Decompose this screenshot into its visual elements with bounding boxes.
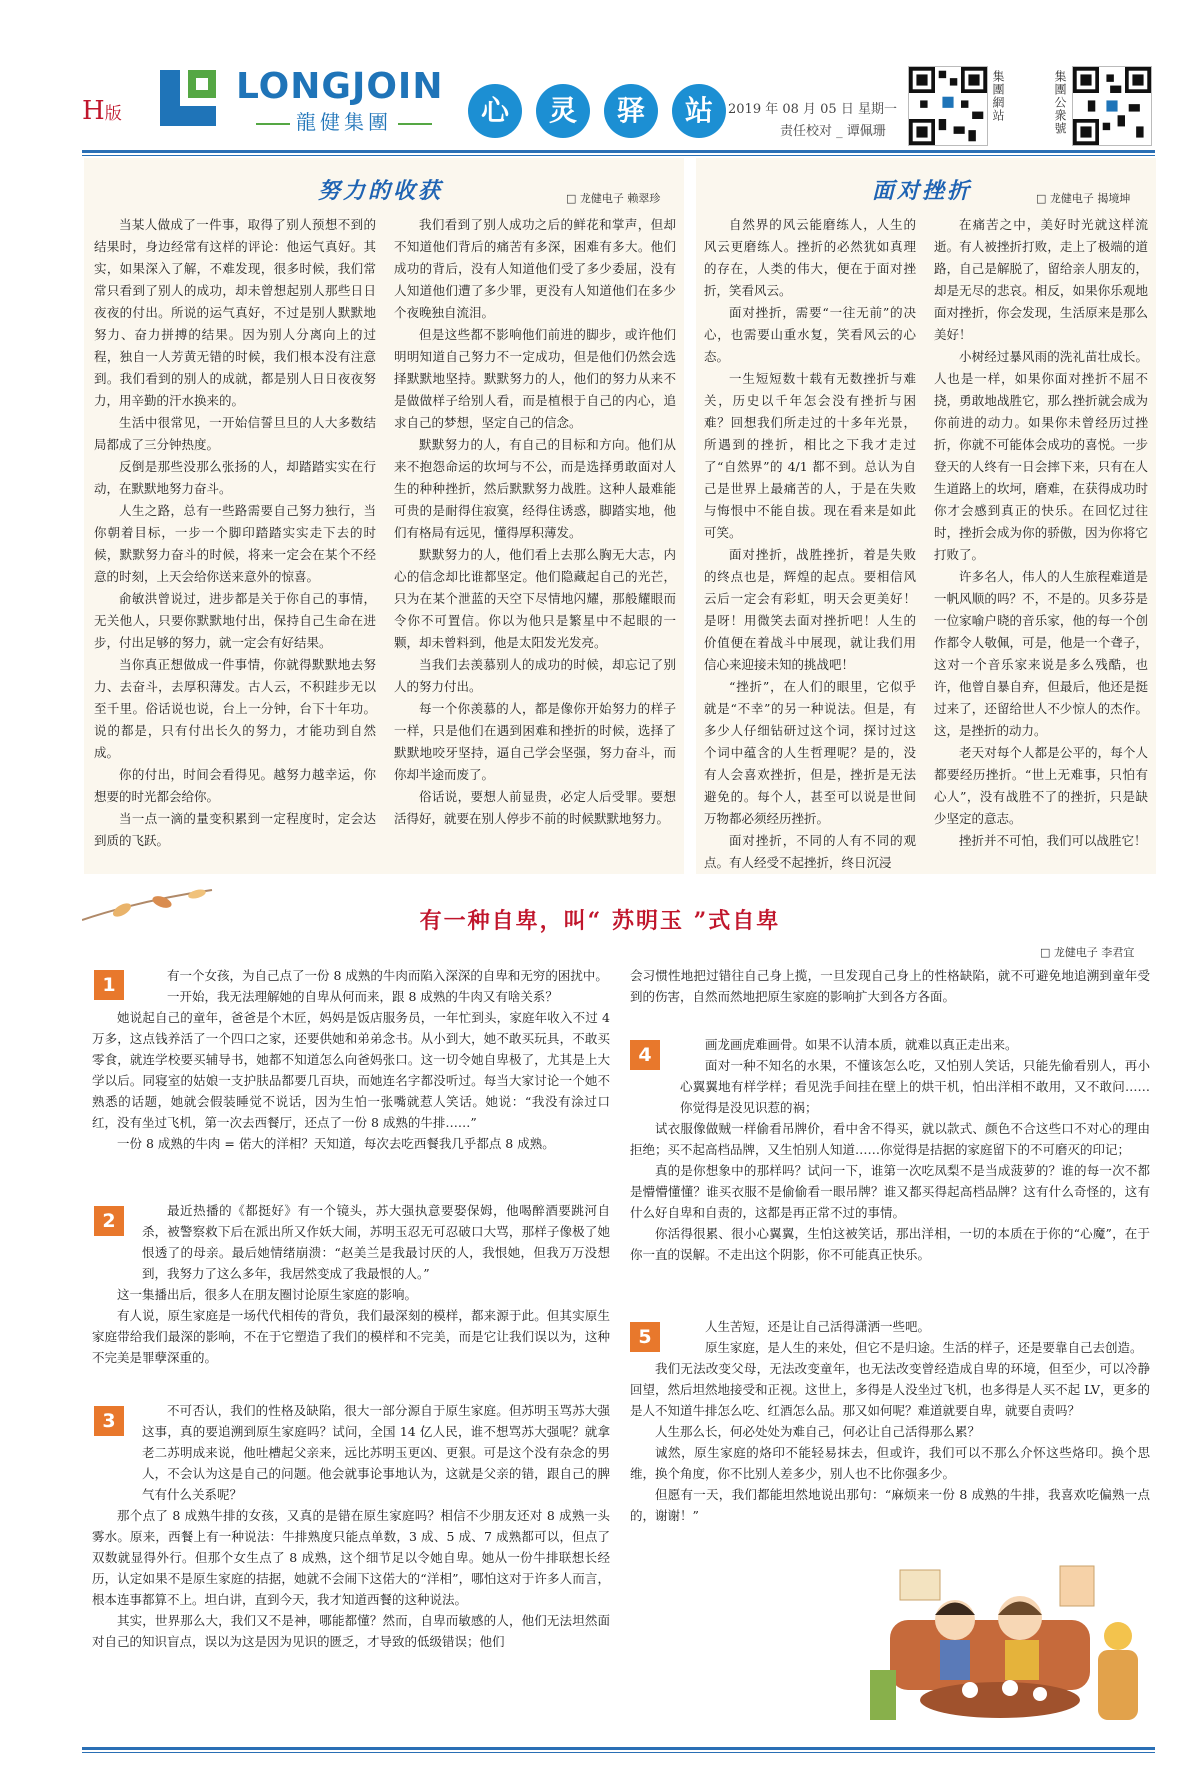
edition-letter: H xyxy=(82,96,105,126)
paragraph: 人生之路，总有一些路需要自己努力独行，当你朝着目标，一步一个脚印踏踏实实走下去的时候，默默努力奋斗的时候，将来一定会在某个不经意的时刻，上天会给你送来意外的惊喜。 xyxy=(94,503,376,584)
header-rule xyxy=(82,150,1155,153)
paragraph: 一份 8 成熟的牛肉 = 偌大的洋相？天知道，每次去吃西餐我几乎都点 8 成熟。 xyxy=(117,1136,555,1151)
section-3-continued xyxy=(630,965,1150,1007)
column-name-char-3: 驿 xyxy=(604,84,658,138)
qr-code-wechat[interactable] xyxy=(1072,66,1152,146)
paragraph: 每一个你羡慕的人，都是像你开始努力的样子一样，只是他们在遇到困难和挫折的时候，选择了默默地咬牙坚持，逼自己学会坚强，努力奋斗，而你却半途而废了。 xyxy=(394,701,676,782)
paragraph: 原生家庭，是人生的来处，但它不是归途。生活的样子，还是要靠自己去创造。 xyxy=(705,1340,1143,1355)
paragraph: 画龙画虎难画骨。如果不认清本质，就难以真正走出来。 xyxy=(705,1037,1018,1052)
article-inferiority-title: 有一种自卑，叫“ 苏明玉 ”式自卑 xyxy=(419,908,781,934)
paragraph: 许多名人，伟人的人生旅程难道是一帆风顺的吗？不，不是的。贝多芬是一位家喻户晓的音乐家，他的每一个创作都令人敬佩，可是，他是一个聋子，这对一个音乐家来说是多么残酷，也许，他曾自暴自弃，但最后，他还是挺过来了，还留给世人不少惊人的杰作。这，是挫折的动力。 xyxy=(934,569,1148,738)
paragraph: 当某人做成了一件事，取得了别人预想不到的结果时，身边经常有这样的评论：他运气真好。其实，如果深入了解，不难发现，很多时候，我们常常只看到了别人的成功，却未曾想起别人那些日日夜夜的付出。所说的运气真好，不过是别人默默地努力、奋力拼搏的结果。因为别人分离向上的过程，独自一人芳黄无错的时候，我们根本没有注意到。我们看到的别人的成就，都是别人日日夜夜努力，用辛勤的汗水换来的。 xyxy=(94,217,376,408)
column-name-char-2: 灵 xyxy=(536,84,590,138)
paragraph: 挫折并不可怕，我们可以战胜它！ xyxy=(959,833,1147,848)
section-number-1: 1 xyxy=(94,970,124,1000)
edition-suffix: 版 xyxy=(104,104,122,124)
footer-rule-thin xyxy=(82,1752,1155,1753)
paragraph: 人生苦短，还是让自己活得潇洒一些吧。 xyxy=(705,1319,931,1334)
qr-label-website: 集團網站 xyxy=(991,70,1005,122)
paragraph: 俗话说，要想人前显贵，必定人后受罪。要想活得好，就要在别人停步不前的时候默默地努力。 xyxy=(394,789,676,826)
paragraph: 最近热播的《都挺好》有一个镜头，苏大强执意要娶保姆，他喝醉酒要跳河自杀，被警察救下后在派出所又作妖大闹，苏明玉忍无可忍破口大骂，那样子像极了她恨透了的母亲。最后她情绪崩溃：“赵美兰是我最讨厌的人，我恨她，但我万万没想到，我努力了这么多年，我居然变成了我最恨的人。” xyxy=(142,1203,610,1281)
article-setback-byline: □ 龙健电子 揭境坤 xyxy=(1036,192,1131,205)
section-number-2: 2 xyxy=(94,1206,124,1236)
paragraph: 但是这些都不影响他们前进的脚步，或许他们明明知道自己努力不一定成功，但是他们仍然会选择默默地坚持。默默努力的人，他们的努力从来不是做做样子给别人看，而是植根于自己的内心，追求自己的梦想，坚定自己的信念。 xyxy=(394,327,676,430)
section-2-text xyxy=(92,1200,610,1368)
paragraph: 面对挫折，需要“一往无前”的决心，也需要山重水复，笑看风云的心态。 xyxy=(704,305,916,364)
paragraph: 有人说，原生家庭是一场代代相传的背负，我们最深刻的模样，都来源于此。但其实原生家庭带给我们最深的影响，不在于它塑造了我们的模样和不完美，而是它让我们误以为，这种不完美是罪孽深重的。 xyxy=(92,1308,610,1365)
paragraph: 有一个女孩，为自己点了一份 8 成熟的牛肉而陷入深深的自卑和无穷的困扰中。 xyxy=(167,968,608,983)
paragraph: 会习惯性地把过错往自己身上揽，一旦发现自己身上的性格缺陷，就不可避免地追溯到童年受到的伤害，自然而然地把原生家庭的影响扩大到各方各面。 xyxy=(630,968,1150,1004)
paragraph: 当你真正想做成一件事情，你就得默默地去努力、去奋斗，去厚积薄发。古人云，不积跬步无以至千里。俗话说也说，台上一分钟，台下十年功。说的都是，只有付出长久的努力，才能功到自然成。 xyxy=(94,657,376,760)
paragraph: 她说起自己的童年，爸爸是个木匠，妈妈是饭店服务员，一年忙到头，家庭年收入不过 4 万多，这点钱养活了一个四口之家，还要供她和弟弟念书。从小到大，她不敢买玩具，不敢买零食，就连学校要买辅导书，她都不知道怎么向爸妈张口。这一切令她自卑极了，尤其是上大学以后。同寝室的姑娘一支护肤品都要几百块，而她连名字都没听过。每当大家讨论一个她不熟悉的话题，她就会假装睡觉不说话，因为生怕一张嘴就惹人笑话。她说：“我没有涂过口红，没有坐过飞机，第一次去西餐厅，还点了一份 8 成熟的牛排……” xyxy=(92,1010,610,1130)
article-setback-title: 面对挫折 xyxy=(872,178,973,204)
paragraph: 那个点了 8 成熟牛排的女孩，又真的是错在原生家庭吗？相信不少朋友还对 8 成熟一头雾水。原来，西餐上有一种说法：牛排熟度只能点单数，3 成、5 成、7 成熟都可以，但点了双数就显得外行。但那个女生点了 8 成熟，这个细节足以令她自卑。她从一份牛排联想长经历，认定如果不是原生家庭的拮据，她就不会闹下这偌大的“洋相”，哪怕这对于许多人而言，根本连事都算不上。坦白讲，直到今天，我才知道西餐的这种说法。 xyxy=(92,1508,610,1607)
paragraph: 不可否认，我们的性格及缺陷，很大一部分源自于原生家庭。但苏明玉骂苏大强这事，真的要追溯到原生家庭吗？试问，全国 14 亿人民，谁不想骂苏大强呢？就拿老二苏明成来说，他吐槽起父亲来，远比苏明玉更凶、更狠。可是这个没有杂念的男人，不会认为这是自己的问题。他会就事论事地认为，这就是父亲的错，跟自己的脾气有什么关系呢？ xyxy=(142,1403,610,1502)
longjoin-logo-mark xyxy=(158,68,218,128)
paragraph: 但愿有一天，我们都能坦然地说出那句：“麻烦来一份 8 成熟的牛排，我喜欢吃偏熟一点的，谢谢！” xyxy=(630,1487,1150,1523)
paragraph: 反倒是那些没那么张扬的人，却踏踏实实在行动，在默默地努力奋斗。 xyxy=(94,459,376,496)
paragraph: 试衣服像做贼一样偷看吊牌价，看中舍不得买，就以款式、颜色不合这些口不对心的理由拒绝；买不起高档品牌，又生怕别人知道……你觉得是拮据的家庭留下的不可磨灭的印记； xyxy=(630,1121,1150,1157)
paragraph: 在痛苦之中，美好时光就这样流逝。有人被挫折打败，走上了极端的道路，自己是解脱了，留给亲人朋友的，却是无尽的悲哀。相反，如果你乐观地面对挫折，你会发现，生活原来是那么美好！ xyxy=(934,217,1148,342)
article-effort-col1 xyxy=(94,214,376,852)
article-effort-col2 xyxy=(394,214,676,830)
section-number-4: 4 xyxy=(630,1040,660,1070)
paragraph: 我们无法改变父母，无法改变童年，也无法改变曾经造成自卑的环境，但至少，可以冷静回望，然后坦然地接受和正视。这世上，多得是人没坐过飞机，也多得是人买不起 LV，更多的是人不知道牛排怎么吃、红酒怎么品。那又如何呢？难道就要自卑，就要自责吗？ xyxy=(630,1361,1150,1418)
column-name-char-1: 心 xyxy=(468,84,522,138)
section-4-text xyxy=(630,1034,1150,1265)
paragraph: 小树经过暴风雨的洗礼苗壮成长。人也是一样，如果你面对挫折不屈不挠，勇敢地战胜它，那么挫折就会成为你前进的动力。如果你未曾经历过挫折，你就不可能体会成功的喜悦。一步登天的人终有一日会摔下来，只有在人生道路上的坎坷，磨难，在获得成功时你才会感到真正的快乐。在回忆过往时，挫折会成为你的骄傲，因为你将它打败了。 xyxy=(934,349,1148,562)
family-dinner-illustration xyxy=(860,1560,1150,1740)
paragraph: “挫折”，在人们的眼里，它似乎就是“不幸”的另一种说法。但是，有多少人仔细钻研过这个词，探讨过这个词中蕴含的人生哲理呢？是的，没有人会喜欢挫折，但是，挫折是无法避免的。每个人，甚至可以说是世间万物都必须经历挫折。 xyxy=(704,679,916,826)
column-name-char-4: 站 xyxy=(672,84,726,138)
paragraph: 真的是你想象中的那样吗？试问一下，谁第一次吃凤梨不是当成菠萝的？谁的每一次不都是懵懵懂懂？谁买衣服不是偷偷看一眼吊牌？谁又都买得起高档品牌？这有什么奇怪的，这有什么好自卑和自责的，这都是再正常不过的事情。 xyxy=(630,1163,1150,1220)
article-inferiority-byline: □ 龙健电子 李君宜 xyxy=(1040,946,1135,959)
article-setback-col1 xyxy=(704,214,916,874)
paragraph: 诚然，原生家庭的烙印不能轻易抹去，但或许，我们可以不那么介怀这些烙印。换个思维，换个角度，你不比别人差多少，别人也不比你强多少。 xyxy=(630,1445,1150,1481)
paragraph: 其实，世界那么大，我们又不是神，哪能都懂？然而，自卑而敏感的人，他们无法坦然面对自己的知识盲点，误以为这是因为见识的匮乏，才导致的低级错误；他们 xyxy=(92,1613,610,1649)
edition-label xyxy=(82,96,122,126)
paragraph: 人生那么长，何必处处为难自己，何必让自己活得那么累？ xyxy=(655,1424,981,1439)
paragraph: 面对一种不知名的水果，不懂该怎么吃，又怕别人笑话，只能先偷看别人，再小心翼翼地有样学样；看见洗手间挂在壁上的烘干机，怕出洋相不敢用，又不敢问……你觉得是没见识惹的祸； xyxy=(680,1058,1150,1115)
paragraph: 默默努力的人，他们看上去那么胸无大志，内心的信念却比谁都坚定。他们隐藏起自己的光芒，只为在某个泄蓝的天空下尽情地闪耀，那般耀眼而令你不可置信。你以为他只是繁星中不起眼的一颗，却未曾料到，他是太阳发光发亮。 xyxy=(394,547,676,650)
section-number-3: 3 xyxy=(94,1406,124,1436)
paragraph: 俞敏洪曾说过，进步都是关于你自己的事情，无关他人，只要你默默地付出，保持自己生命在进步，付出足够的努力，就一定会有好结果。 xyxy=(94,591,376,650)
footer-rule xyxy=(82,1747,1155,1750)
paragraph: 自然界的风云能磨练人，人生的风云更磨练人。挫折的必然犹如真理的存在，人类的伟大，便在于面对挫折，笑看风云。 xyxy=(704,217,916,298)
paragraph: 面对挫折，战胜挫折，着是失败的终点也是，辉煌的起点。要相信风云后一定会有彩虹，明天会更美好！是呀！用微笑去面对挫折吧！人生的价值便在着战斗中展现，就让我们用信心来迎接未知的挑战吧！ xyxy=(704,547,916,672)
paragraph: 这一集播出后，很多人在朋友圈讨论原生家庭的影响。 xyxy=(117,1287,418,1302)
qr-code-website[interactable] xyxy=(908,66,988,146)
article-effort-title: 努力的收获 xyxy=(318,178,444,204)
paragraph: 当我们去羡慕别人的成功的时候，却忘记了别人的努力付出。 xyxy=(394,657,676,694)
paragraph: 默默努力的人，有自己的目标和方向。他们从来不抱怨命运的坎坷与不公，而是选择勇敢面对人生的种种挫折，然后默默努力战胜。这种人最难能可贵的是耐得住寂寞，经得住诱惑，脚踏实地，他们有格局有远见，懂得厚积薄发。 xyxy=(394,437,676,540)
paragraph: 我们看到了别人成功之后的鲜花和掌声，但却不知道他们背后的痛苦有多深，困难有多大。他们成功的背后，没有人知道他们受了多少委屈，没有人知道他们遭了多少罪，更没有人知道他们在多少个夜晚独自流泪。 xyxy=(394,217,676,320)
section-3-text xyxy=(92,1400,610,1652)
header-rule-thin xyxy=(82,155,1155,156)
paragraph: 当一点一滴的量变积累到一定程度时，定会达到质的飞跃。 xyxy=(94,811,376,848)
paragraph: 面对挫折，不同的人有不同的观点。有人经受不起挫折，终日沉浸 xyxy=(704,833,916,870)
paragraph: 老天对每个人都是公平的，每个人都要经历挫折。“世上无难事，只怕有心人”，没有战胜不了的挫折，只是缺少坚定的意志。 xyxy=(934,745,1148,826)
section-5-text xyxy=(630,1316,1150,1526)
logo-wordmark: LONGJOIN xyxy=(236,66,444,107)
article-effort-byline: □ 龙健电子 赖翠珍 xyxy=(566,192,661,205)
section-1-text xyxy=(92,965,610,1154)
section-number-5: 5 xyxy=(630,1322,660,1352)
logo-chinese-name: 龍健集團 xyxy=(250,106,438,135)
proofreader-line: 责任校对 _ 谭佩珊 xyxy=(780,124,886,139)
article-setback-col2 xyxy=(934,214,1148,852)
paragraph: 一开始，我无法理解她的自卑从何而来，跟 8 成熟的牛肉又有啥关系？ xyxy=(167,989,558,1004)
paragraph: 生活中很常见，一开始信誓旦旦的人大多数结局都成了三分钟热度。 xyxy=(94,415,376,452)
qr-label-wechat: 集團公衆號 xyxy=(1053,70,1067,135)
issue-date: 2019 年 08 月 05 日 星期一 xyxy=(728,102,897,117)
paragraph: 你活得很累、很小心翼翼，生怕这被笑话，那出洋相，一切的本质在于你的“心魔”，在于你一直的误解。不走出这个阴影，你不可能真正快乐。 xyxy=(630,1226,1150,1262)
paragraph: 你的付出，时间会看得见。越努力越幸运，你想要的时光都会给你。 xyxy=(94,767,376,804)
paragraph: 一生短短数十载有无数挫折与难关，历史以千年怎会没有挫折与困难？回想我们所走过的十多年光景，所遇到的挫折，相比之下我才走过了“自然界”的 4/1 都不到。总认为自己是世界上最痛苦的人，于是在失败与悔恨中不能自拔。现在看来是如此可笑。 xyxy=(704,371,916,540)
